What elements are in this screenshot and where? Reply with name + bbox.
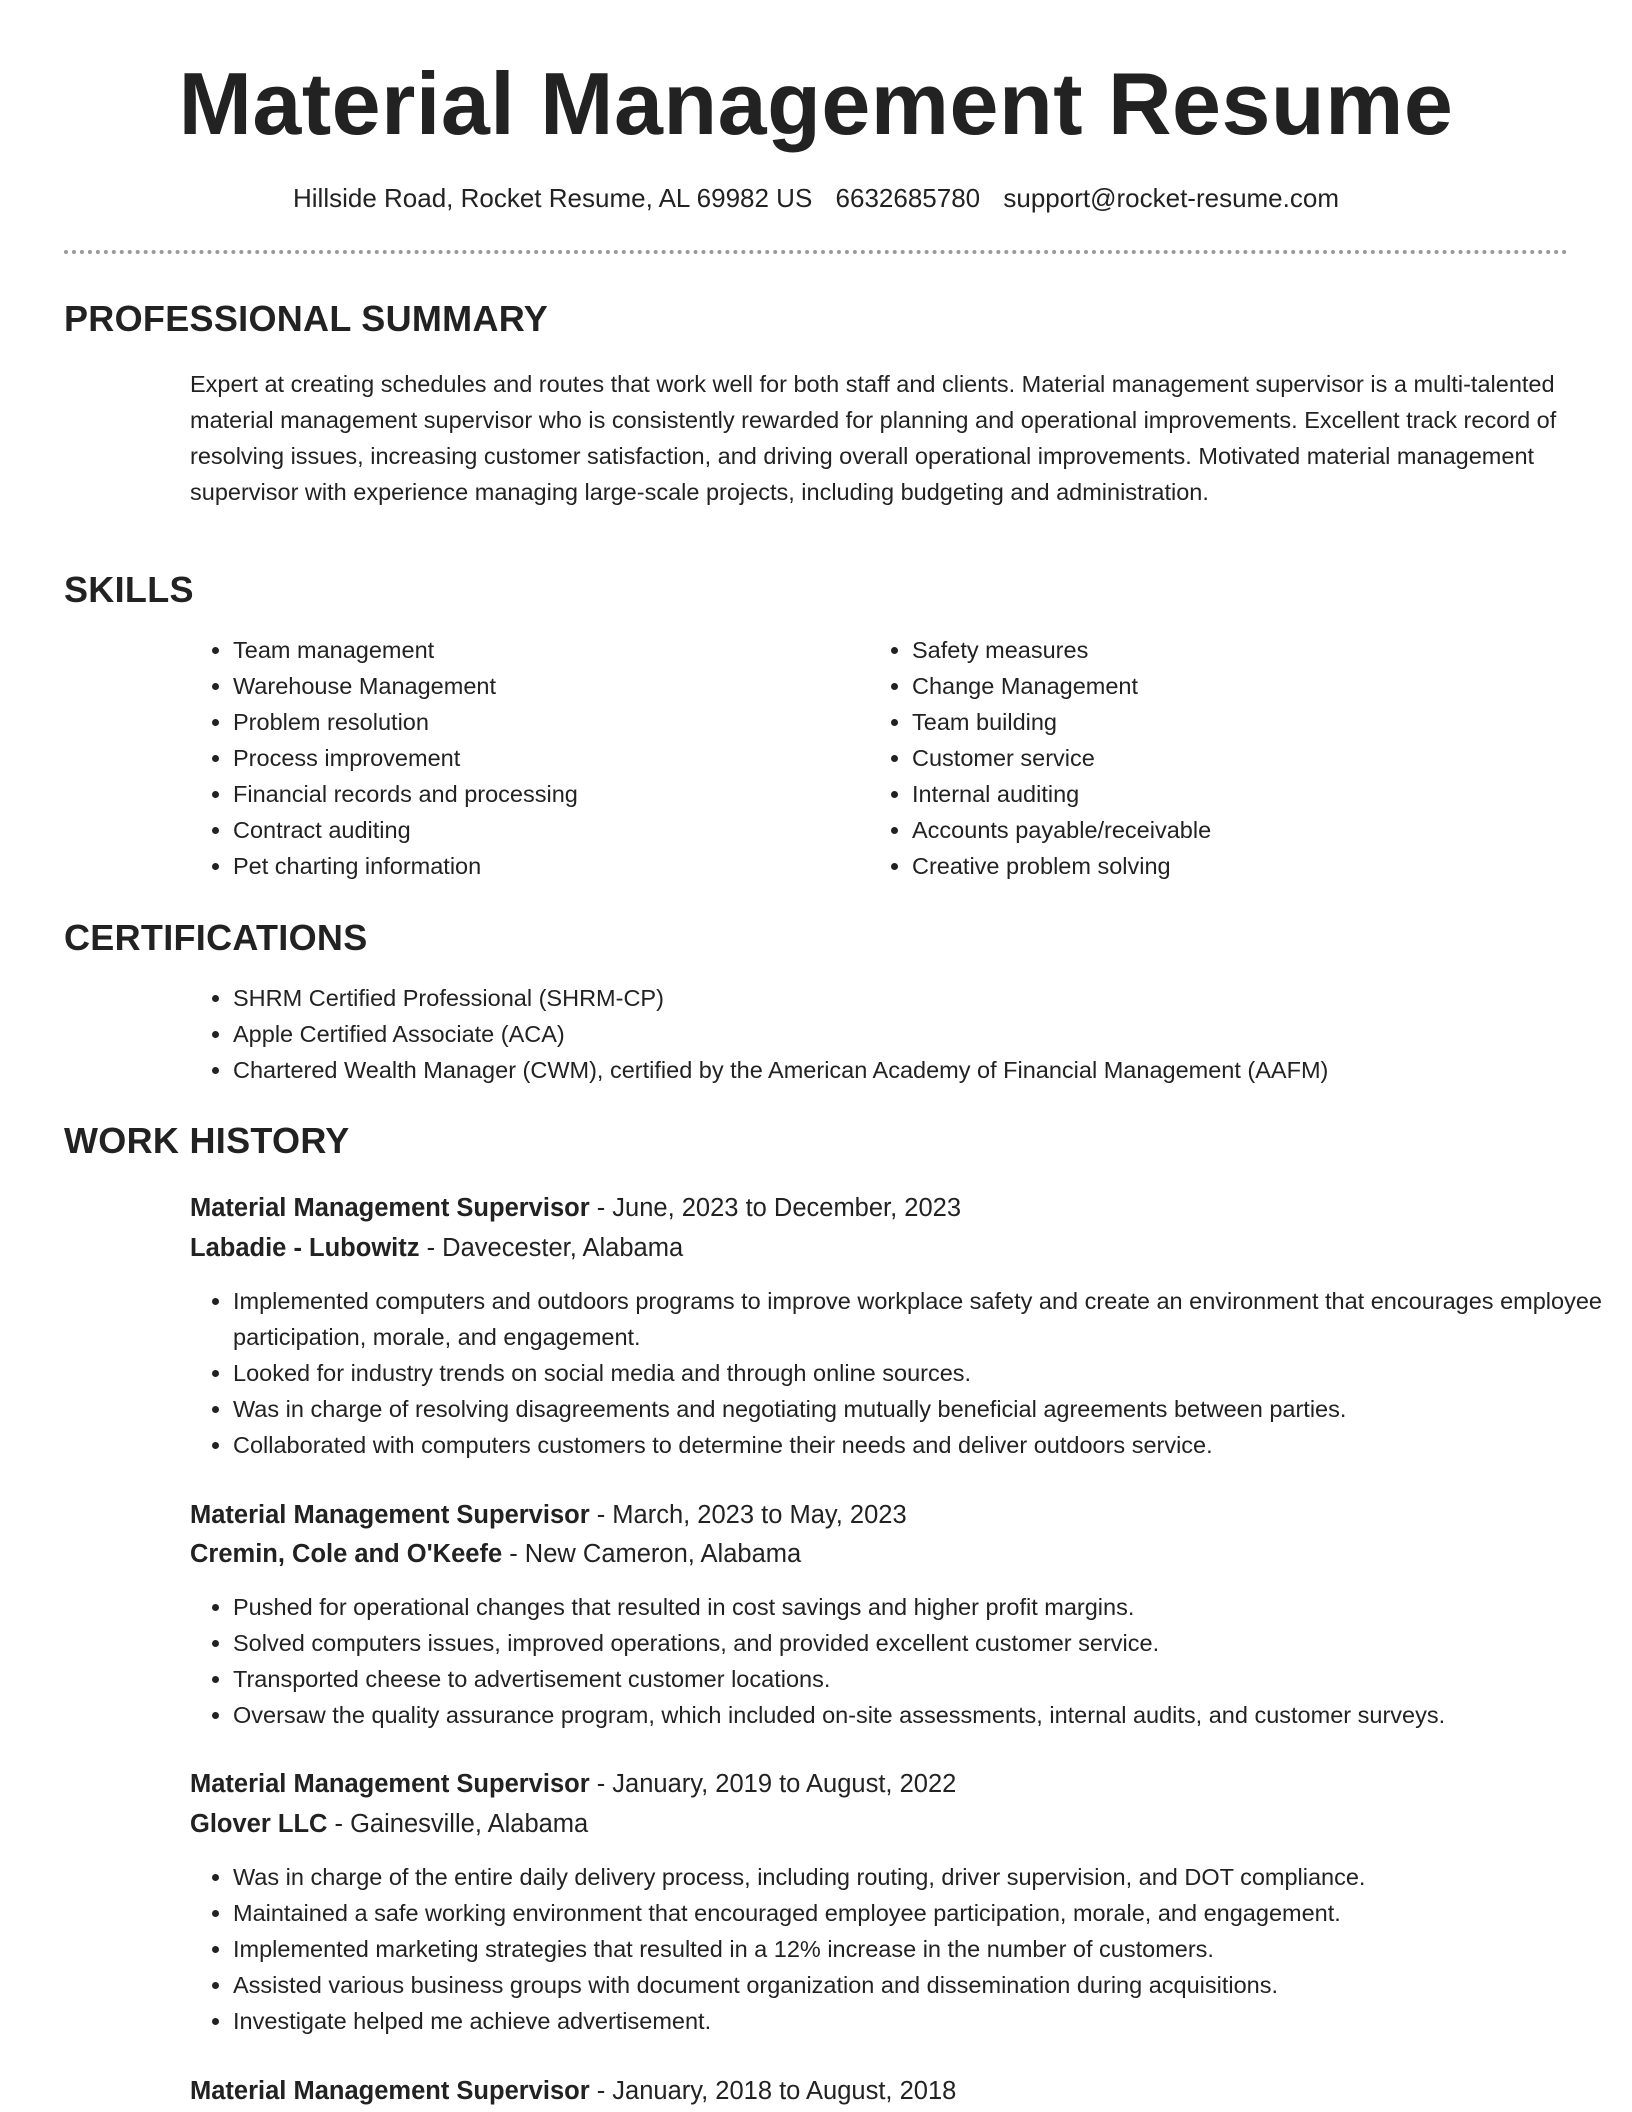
job-dates: - June, 2023 to December, 2023 bbox=[589, 1194, 962, 1222]
skills-list-left bbox=[190, 632, 873, 884]
job-bullet: • Pushed for operational changes that resulted in cost savings and higher profit margins. bbox=[233, 1589, 1613, 1625]
skill-item: • Process improvement bbox=[233, 740, 873, 776]
summary-text: Expert at creating schedules and routes that work well for both staff and clients. Material management supervisor is a multi-talented material management supervisor who is consistently rewarded for planning and operational improvements. Excellent track record of resolving issues, increasing customer satisfaction, and driving overall operational improvements. Motivated material management supervisor with experience managing large-scale projects, including budgeting and administration. bbox=[190, 371, 1557, 505]
job-bullets bbox=[190, 1283, 1613, 1463]
job-location: - New Cameron, Alabama bbox=[502, 1540, 802, 1568]
certification-item: • Apple Certified Associate (ACA) bbox=[233, 1016, 1613, 1052]
skill-item: • Change Management bbox=[912, 668, 1552, 704]
job-location: - Gainesville, Alabama bbox=[327, 1810, 589, 1838]
job-bullet: • Oversaw the quality assurance program, which included on-site assessments, internal audits, and customer surveys. bbox=[233, 1697, 1613, 1733]
work-history-heading: WORK HISTORY bbox=[64, 1120, 350, 1161]
contact-line bbox=[0, 180, 1632, 216]
job-bullet: • Was in charge of the entire daily delivery process, including routing, driver supervision, and DOT compliance. bbox=[233, 1859, 1613, 1895]
skill-item: • Problem resolution bbox=[233, 704, 873, 740]
skill-item: • Contract auditing bbox=[233, 812, 873, 848]
contact-email: support@rocket-resume.com bbox=[1003, 183, 1339, 213]
job-bullet: • Implemented computers and outdoors programs to improve workplace safety and create an environment that encourages employee participation, morale, and engagement. bbox=[233, 1283, 1613, 1355]
certification-item: • Chartered Wealth Manager (CWM), certified by the American Academy of Financial Management (AAFM) bbox=[233, 1052, 1613, 1088]
job-bullet: • Solved computers issues, improved operations, and provided excellent customer service. bbox=[233, 1625, 1613, 1661]
skill-item: • Team building bbox=[912, 704, 1552, 740]
skills-list-right bbox=[869, 632, 1552, 884]
job-company-line bbox=[190, 1230, 683, 1266]
resume-title: Material Management Resume bbox=[178, 54, 1454, 153]
certifications-list bbox=[190, 980, 1613, 1088]
skill-item: • Customer service bbox=[912, 740, 1552, 776]
job-bullet: • Investigate helped me achieve advertisement. bbox=[233, 2003, 1613, 2039]
certification-item: • SHRM Certified Professional (SHRM-CP) bbox=[233, 980, 1613, 1016]
job-bullet: • Implemented marketing strategies that resulted in a 12% increase in the number of customers. bbox=[233, 1931, 1613, 1967]
job-title-line bbox=[190, 1497, 907, 1533]
job-role: Material Management Supervisor bbox=[190, 1194, 590, 1222]
contact-address: Hillside Road, Rocket Resume, AL 69982 US bbox=[292, 183, 813, 213]
job-bullet: • Looked for industry trends on social media and through online sources. bbox=[233, 1355, 1613, 1391]
certifications-heading: CERTIFICATIONS bbox=[64, 917, 368, 958]
job-dates: - March, 2023 to May, 2023 bbox=[589, 1501, 907, 1529]
job-bullets bbox=[190, 1589, 1613, 1733]
skill-item: • Team management bbox=[233, 632, 873, 668]
job-bullet: • Collaborated with computers customers to determine their needs and deliver outdoors service. bbox=[233, 1427, 1613, 1463]
job-bullet: • Was in charge of resolving disagreements and negotiating mutually beneficial agreements between parties. bbox=[233, 1391, 1613, 1427]
job-company-line bbox=[190, 1536, 801, 1572]
job-dates: - January, 2018 to August, 2018 bbox=[589, 2077, 957, 2105]
job-company: Cremin, Cole and O'Keefe bbox=[190, 1540, 503, 1568]
job-role: Material Management Supervisor bbox=[190, 2077, 590, 2105]
header-divider bbox=[64, 250, 1568, 254]
job-company-line bbox=[190, 1806, 588, 1842]
skill-item: • Warehouse Management bbox=[233, 668, 873, 704]
job-bullet: • Assisted various business groups with document organization and dissemination during acquisitions. bbox=[233, 1967, 1613, 2003]
job-role: Material Management Supervisor bbox=[190, 1501, 590, 1529]
skill-item: • Accounts payable/receivable bbox=[912, 812, 1552, 848]
job-title-line bbox=[190, 1190, 961, 1226]
job-dates: - January, 2019 to August, 2022 bbox=[589, 1770, 957, 1798]
job-company: Glover LLC bbox=[190, 1810, 328, 1838]
skill-item: • Pet charting information bbox=[233, 848, 873, 884]
job-role: Material Management Supervisor bbox=[190, 1770, 590, 1798]
job-bullet: • Transported cheese to advertisement customer locations. bbox=[233, 1661, 1613, 1697]
job-company: Labadie - Lubowitz bbox=[190, 1234, 420, 1262]
job-title-line bbox=[190, 2073, 956, 2109]
job-bullets bbox=[190, 1859, 1613, 2039]
skill-item: • Creative problem solving bbox=[912, 848, 1552, 884]
contact-phone: 6632685780 bbox=[835, 183, 981, 213]
skill-item: • Internal auditing bbox=[912, 776, 1552, 812]
job-bullet: • Maintained a safe working environment that encouraged employee participation, morale, and engagement. bbox=[233, 1895, 1613, 1931]
skill-item: • Financial records and processing bbox=[233, 776, 873, 812]
skills-heading: SKILLS bbox=[64, 569, 194, 610]
job-location: - Davecester, Alabama bbox=[419, 1234, 684, 1262]
job-title-line bbox=[190, 1766, 956, 1802]
summary-heading: PROFESSIONAL SUMMARY bbox=[64, 298, 549, 339]
skill-item: • Safety measures bbox=[912, 632, 1552, 668]
